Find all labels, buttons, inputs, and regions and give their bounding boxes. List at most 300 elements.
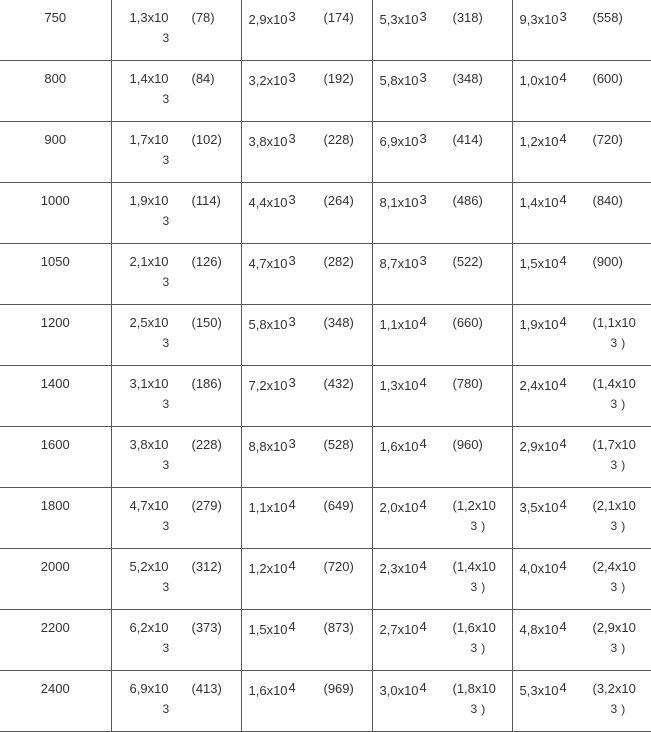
- value-cell: [241, 610, 372, 671]
- mantissa: 1,3x10: [129, 10, 169, 25]
- parenthesized-value: [593, 559, 636, 594]
- paren-main: (649): [323, 498, 354, 513]
- paren-main: (720): [323, 559, 354, 574]
- exponent: 4: [419, 558, 427, 573]
- value-cell: [372, 366, 512, 427]
- value-cell: [241, 61, 372, 122]
- exponent: 3: [288, 436, 296, 451]
- parenthesized-value: [192, 620, 222, 635]
- scientific-value: [130, 132, 170, 167]
- exponent: 3: [162, 458, 170, 472]
- paren-exponent-line: [453, 580, 496, 594]
- close-paren: ): [621, 641, 626, 655]
- scientific-value: [130, 437, 170, 472]
- exponent: 3: [288, 70, 296, 85]
- table-row: [0, 549, 651, 610]
- paren-main: (312): [191, 559, 222, 574]
- scientific-value: [519, 497, 567, 515]
- mantissa: 1,6x10: [379, 439, 419, 454]
- paren-main: (78): [191, 10, 215, 25]
- paren-main: (282): [323, 254, 354, 269]
- paren-exponent-line: [593, 641, 636, 655]
- mantissa: 4,8x10: [519, 622, 559, 637]
- paren-main: (114): [191, 193, 221, 208]
- paren-exponent: 3: [610, 519, 618, 533]
- exponent: 4: [419, 436, 427, 451]
- mantissa: 2,7x10: [379, 622, 419, 637]
- scientific-value: [130, 315, 170, 350]
- value-cell: [372, 549, 512, 610]
- scientific-value: [248, 558, 296, 576]
- mantissa: 1,9x10: [519, 317, 559, 332]
- table-row: [0, 610, 651, 671]
- paren-exponent-line: [593, 397, 636, 411]
- scientific-value: [379, 619, 427, 637]
- close-paren: ): [621, 580, 626, 594]
- parenthesized-value: [324, 620, 354, 635]
- paren-exponent: 3: [470, 580, 478, 594]
- parenthesized-value: [453, 498, 496, 533]
- table-row: [0, 671, 651, 732]
- parenthesized-value: [192, 498, 222, 513]
- paren-main: (2,4x10: [592, 559, 636, 574]
- value-cell: [241, 122, 372, 183]
- scientific-value: [519, 680, 567, 698]
- scientific-value: [248, 436, 296, 454]
- table-row: [0, 305, 651, 366]
- value-cell: [241, 366, 372, 427]
- paren-main: (432): [323, 376, 354, 391]
- parenthesized-value: [192, 10, 215, 25]
- parenthesized-value: [192, 71, 215, 86]
- value-cell: [111, 671, 241, 732]
- parenthesized-value: [593, 620, 636, 655]
- paren-main: (126): [191, 254, 222, 269]
- value-cell: [241, 488, 372, 549]
- parenthesized-value: [324, 10, 354, 25]
- value-cell: [241, 427, 372, 488]
- value-cell: [111, 488, 241, 549]
- paren-main: (84): [191, 71, 215, 86]
- parenthesized-value: [593, 10, 623, 25]
- exponent: 4: [559, 253, 567, 268]
- exponent: 3: [162, 580, 170, 594]
- paren-main: (228): [191, 437, 222, 452]
- paren-exponent: 3: [610, 336, 618, 350]
- paren-main: (150): [191, 315, 222, 330]
- scientific-value: [519, 375, 567, 393]
- paren-main: (279): [191, 498, 222, 513]
- parenthesized-value: [593, 254, 623, 269]
- parenthesized-value: [192, 437, 222, 452]
- mantissa: 9,3x10: [519, 12, 559, 27]
- mantissa: 4,7x10: [129, 498, 169, 513]
- scientific-value: [519, 192, 567, 210]
- mantissa: 1,1x10: [379, 317, 419, 332]
- value-cell: [111, 366, 241, 427]
- scientific-value: [130, 376, 170, 411]
- parenthesized-value: [192, 559, 222, 574]
- paren-main: (840): [592, 193, 623, 208]
- exponent: 3: [162, 153, 170, 167]
- paren-main: (780): [452, 376, 483, 391]
- exponent: 3: [162, 641, 170, 655]
- mantissa: 8,7x10: [379, 256, 419, 271]
- scientific-value: [248, 314, 296, 332]
- paren-main: (660): [452, 315, 483, 330]
- parenthesized-value: [192, 193, 221, 208]
- value-cell: [111, 0, 241, 61]
- rpm-value: 2200: [40, 620, 70, 635]
- table-row: [0, 122, 651, 183]
- rpm-cell: [0, 671, 111, 732]
- parenthesized-value: [453, 254, 483, 269]
- rpm-cell: [0, 61, 111, 122]
- rpm-value: 1800: [40, 498, 70, 513]
- paren-exponent: 3: [470, 702, 478, 716]
- scientific-value: [379, 253, 427, 271]
- value-cell: [512, 671, 651, 732]
- paren-main: (2,9x10: [592, 620, 636, 635]
- rpm-value: 1200: [40, 315, 70, 330]
- rpm-cell: [0, 244, 111, 305]
- value-cell: [372, 610, 512, 671]
- scientific-value: [379, 436, 427, 454]
- parenthesized-value: [593, 498, 636, 533]
- scientific-value: [379, 70, 427, 88]
- mantissa: 8,1x10: [379, 195, 419, 210]
- parenthesized-value: [324, 132, 354, 147]
- paren-main: (186): [191, 376, 222, 391]
- exponent: 4: [559, 192, 567, 207]
- value-cell: [111, 427, 241, 488]
- scientific-value: [519, 558, 567, 576]
- mantissa: 5,2x10: [129, 559, 169, 574]
- value-cell: [111, 244, 241, 305]
- value-cell: [111, 610, 241, 671]
- rpm-cell: [0, 427, 111, 488]
- value-cell: [372, 488, 512, 549]
- parenthesized-value: [593, 193, 623, 208]
- parenthesized-value: [192, 132, 222, 147]
- exponent: 3: [419, 131, 427, 146]
- mantissa: 3,2x10: [248, 73, 288, 88]
- rpm-value: 1400: [40, 376, 70, 391]
- scientific-value: [248, 70, 296, 88]
- value-cell: [372, 305, 512, 366]
- exponent: 4: [419, 619, 427, 634]
- value-cell: [372, 0, 512, 61]
- paren-main: (1,1x10: [592, 315, 636, 330]
- scientific-value: [519, 70, 567, 88]
- mantissa: 8,8x10: [248, 439, 288, 454]
- parenthesized-value: [453, 559, 496, 594]
- rpm-cell: [0, 183, 111, 244]
- scientific-value: [379, 192, 427, 210]
- value-cell: [512, 305, 651, 366]
- paren-main: (528): [323, 437, 354, 452]
- scientific-value: [379, 9, 427, 27]
- parenthesized-value: [192, 315, 222, 330]
- paren-main: (413): [191, 681, 222, 696]
- scientific-value: [379, 375, 427, 393]
- scientific-value: [379, 680, 427, 698]
- paren-main: (1,4x10: [592, 376, 636, 391]
- rpm-value: 800: [44, 71, 67, 86]
- rpm-value: 2400: [40, 681, 70, 696]
- parenthesized-value: [453, 620, 496, 655]
- paren-main: (2,1x10: [592, 498, 636, 513]
- parenthesized-value: [453, 71, 483, 86]
- paren-exponent: 3: [470, 519, 478, 533]
- parenthesized-value: [593, 132, 623, 147]
- exponent: 4: [419, 314, 427, 329]
- scientific-value: [248, 619, 296, 637]
- value-cell: [241, 183, 372, 244]
- rpm-value: 1050: [40, 254, 70, 269]
- paren-main: (1,7x10: [592, 437, 636, 452]
- exponent: 4: [419, 497, 427, 512]
- mantissa: 5,8x10: [248, 317, 288, 332]
- paren-exponent-line: [453, 519, 496, 533]
- scientific-value: [130, 71, 170, 106]
- parenthesized-value: [593, 437, 636, 472]
- paren-main: (720): [592, 132, 623, 147]
- mantissa: 1,4x10: [519, 195, 559, 210]
- rpm-value: 2000: [40, 559, 70, 574]
- exponent: 4: [288, 558, 296, 573]
- scientific-value: [519, 9, 567, 27]
- table-row: [0, 61, 651, 122]
- mantissa: 1,0x10: [519, 73, 559, 88]
- parenthesized-value: [453, 376, 483, 391]
- paren-exponent: 3: [610, 641, 618, 655]
- mantissa: 3,0x10: [379, 683, 419, 698]
- table-row: [0, 244, 651, 305]
- value-cell: [241, 244, 372, 305]
- scientific-value: [519, 131, 567, 149]
- parenthesized-value: [453, 681, 496, 716]
- value-cell: [512, 610, 651, 671]
- mantissa: 4,0x10: [519, 561, 559, 576]
- close-paren: ): [621, 397, 626, 411]
- value-cell: [241, 305, 372, 366]
- parenthesized-value: [324, 559, 354, 574]
- exponent: 3: [162, 702, 170, 716]
- exponent: 4: [559, 436, 567, 451]
- paren-main: (600): [592, 71, 623, 86]
- scientific-value: [130, 498, 170, 533]
- exponent: 3: [162, 92, 170, 106]
- mantissa: 1,9x10: [129, 193, 169, 208]
- parenthesized-value: [324, 437, 354, 452]
- paren-exponent: 3: [610, 580, 618, 594]
- parenthesized-value: [593, 315, 636, 350]
- value-cell: [241, 549, 372, 610]
- value-cell: [372, 244, 512, 305]
- value-cell: [372, 671, 512, 732]
- mantissa: 1,2x10: [519, 134, 559, 149]
- scientific-value: [379, 131, 427, 149]
- paren-main: (348): [323, 315, 354, 330]
- paren-main: (900): [592, 254, 623, 269]
- table-row: [0, 0, 651, 61]
- mantissa: 1,3x10: [379, 378, 419, 393]
- exponent: 4: [288, 497, 296, 512]
- exponent: 4: [559, 558, 567, 573]
- mantissa: 1,7x10: [129, 132, 169, 147]
- paren-exponent-line: [453, 641, 496, 655]
- mantissa: 3,8x10: [248, 134, 288, 149]
- parenthesized-value: [453, 315, 483, 330]
- paren-main: (174): [323, 10, 354, 25]
- parenthesized-value: [453, 132, 483, 147]
- paren-main: (3,2x10: [592, 681, 636, 696]
- table-row: [0, 427, 651, 488]
- value-cell: [111, 61, 241, 122]
- value-cell: [372, 427, 512, 488]
- mantissa: 5,8x10: [379, 73, 419, 88]
- exponent: 4: [288, 619, 296, 634]
- paren-exponent-line: [453, 702, 496, 716]
- scientific-value: [248, 497, 296, 515]
- mantissa: 1,2x10: [248, 561, 288, 576]
- mantissa: 3,8x10: [129, 437, 169, 452]
- rpm-cell: [0, 488, 111, 549]
- value-cell: [512, 366, 651, 427]
- scientific-value: [130, 10, 170, 45]
- value-cell: [512, 122, 651, 183]
- value-cell: [512, 61, 651, 122]
- exponent: 3: [419, 253, 427, 268]
- rpm-cell: [0, 122, 111, 183]
- exponent: 3: [288, 253, 296, 268]
- mantissa: 3,5x10: [519, 500, 559, 515]
- parenthesized-value: [324, 193, 354, 208]
- mantissa: 2,5x10: [129, 315, 169, 330]
- parenthesized-value: [192, 376, 222, 391]
- scientific-value: [248, 9, 296, 27]
- value-cell: [111, 549, 241, 610]
- paren-main: (228): [323, 132, 354, 147]
- rpm-value: 1000: [40, 193, 70, 208]
- rpm-cell: [0, 549, 111, 610]
- parenthesized-value: [192, 254, 222, 269]
- value-cell: [111, 183, 241, 244]
- paren-main: (414): [452, 132, 483, 147]
- mantissa: 6,9x10: [129, 681, 169, 696]
- mantissa: 2,0x10: [379, 500, 419, 515]
- scientific-value: [130, 254, 170, 289]
- scientific-value: [248, 680, 296, 698]
- parenthesized-value: [324, 498, 354, 513]
- exponent: 4: [559, 375, 567, 390]
- paren-main: (969): [323, 681, 354, 696]
- exponent: 4: [559, 680, 567, 695]
- close-paren: ): [621, 458, 626, 472]
- parenthesized-value: [453, 437, 483, 452]
- exponent: 3: [162, 336, 170, 350]
- paren-main: (960): [452, 437, 483, 452]
- mantissa: 2,9x10: [519, 439, 559, 454]
- exponent: 4: [288, 680, 296, 695]
- close-paren: ): [621, 336, 626, 350]
- scientific-value: [379, 314, 427, 332]
- paren-main: (264): [323, 193, 354, 208]
- parenthesized-value: [324, 376, 354, 391]
- mantissa: 7,2x10: [248, 378, 288, 393]
- mantissa: 5,3x10: [519, 683, 559, 698]
- scientific-value: [248, 375, 296, 393]
- value-cell: [372, 183, 512, 244]
- paren-exponent: 3: [610, 397, 618, 411]
- paren-main: (318): [452, 10, 483, 25]
- mantissa: 2,3x10: [379, 561, 419, 576]
- mantissa: 2,9x10: [248, 12, 288, 27]
- value-cell: [512, 244, 651, 305]
- close-paren: ): [621, 702, 626, 716]
- rpm-value: 1600: [40, 437, 70, 452]
- mantissa: 1,5x10: [519, 256, 559, 271]
- exponent: 3: [288, 192, 296, 207]
- close-paren: ): [481, 580, 486, 594]
- rpm-value: 900: [44, 132, 67, 147]
- value-cell: [372, 122, 512, 183]
- mantissa: 5,3x10: [379, 12, 419, 27]
- table-row: [0, 366, 651, 427]
- mantissa: 1,5x10: [248, 622, 288, 637]
- parenthesized-value: [593, 376, 636, 411]
- paren-exponent-line: [593, 702, 636, 716]
- rpm-cell: [0, 366, 111, 427]
- exponent: 3: [559, 9, 567, 24]
- exponent: 3: [162, 397, 170, 411]
- value-cell: [111, 122, 241, 183]
- paren-exponent-line: [593, 336, 636, 350]
- paren-exponent: 3: [470, 641, 478, 655]
- rpm-cell: [0, 0, 111, 61]
- exponent: 3: [162, 214, 170, 228]
- mantissa: 1,1x10: [248, 500, 288, 515]
- exponent: 4: [559, 619, 567, 634]
- rpm-cell: [0, 305, 111, 366]
- paren-main: (522): [452, 254, 483, 269]
- paren-main: (1,8x10: [452, 681, 496, 696]
- parenthesized-value: [324, 315, 354, 330]
- exponent: 4: [559, 314, 567, 329]
- parenthesized-value: [593, 71, 623, 86]
- parenthesized-value: [324, 71, 354, 86]
- mantissa: 4,7x10: [248, 256, 288, 271]
- value-cell: [512, 549, 651, 610]
- exponent: 3: [162, 31, 170, 45]
- close-paren: ): [621, 519, 626, 533]
- paren-main: (102): [191, 132, 222, 147]
- parenthesized-value: [593, 681, 636, 716]
- mantissa: 3,1x10: [129, 376, 169, 391]
- scientific-value: [379, 497, 427, 515]
- exponent: 3: [288, 314, 296, 329]
- scientific-value: [248, 131, 296, 149]
- paren-exponent-line: [593, 519, 636, 533]
- paren-exponent: 3: [610, 702, 618, 716]
- exponent: 3: [419, 9, 427, 24]
- exponent: 3: [419, 192, 427, 207]
- exponent: 4: [559, 497, 567, 512]
- table-row: [0, 488, 651, 549]
- value-cell: [512, 427, 651, 488]
- paren-main: (1,4x10: [452, 559, 496, 574]
